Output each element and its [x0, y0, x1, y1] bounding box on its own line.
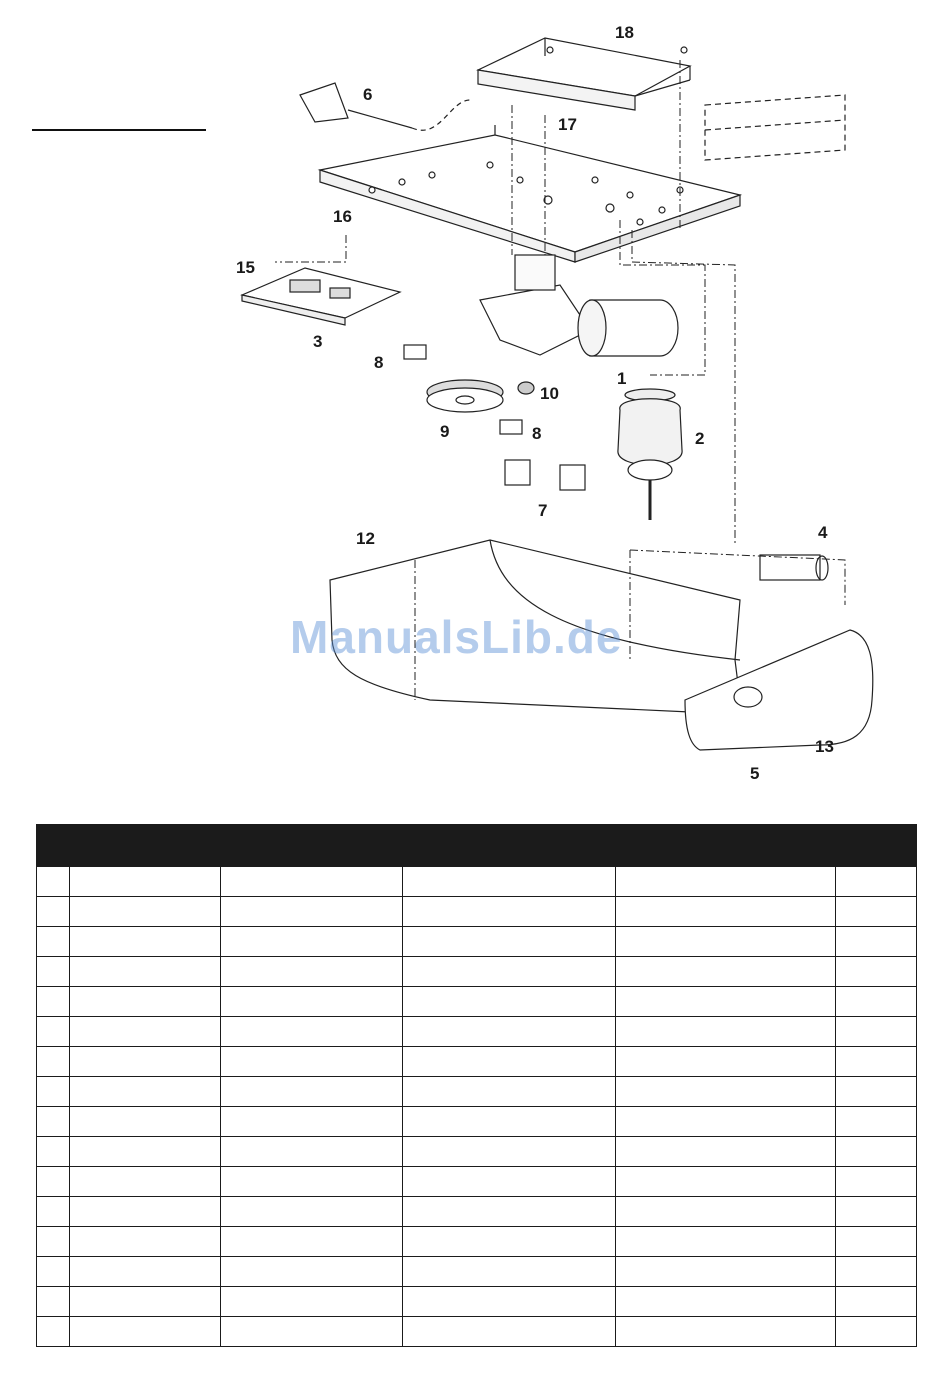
- table-cell: [616, 897, 836, 927]
- table-cell: [616, 1137, 836, 1167]
- callout-10: 10: [540, 384, 559, 403]
- table-cell: [403, 1227, 616, 1257]
- table-cell: [403, 1197, 616, 1227]
- mounting-bracket: [478, 38, 690, 110]
- callout-2: 2: [695, 429, 705, 448]
- table-cell: [403, 1317, 616, 1347]
- table-cell: [836, 867, 917, 897]
- table-cell: [37, 1287, 70, 1317]
- table-cell: [37, 1227, 70, 1257]
- table-cell: [616, 957, 836, 987]
- table-cell: [70, 1287, 221, 1317]
- table-cell: [37, 1257, 70, 1287]
- table-cell: [836, 1257, 917, 1287]
- callout-8-upper: 8: [374, 353, 384, 372]
- table-cell: [221, 1287, 403, 1317]
- table-cell: [836, 1047, 917, 1077]
- limit-bracket-right: [560, 465, 585, 490]
- table-cell: [616, 1017, 836, 1047]
- table-cell: [37, 1167, 70, 1197]
- table-cell: [836, 1107, 917, 1137]
- table-cell: [616, 1197, 836, 1227]
- table-row: [37, 1137, 917, 1167]
- table-cell: [221, 867, 403, 897]
- table-cell: [70, 1257, 221, 1287]
- table-cell: [221, 1137, 403, 1167]
- callout-13: 13: [815, 737, 834, 756]
- table-row: [37, 927, 917, 957]
- table-cell: [836, 1317, 917, 1347]
- table-cell: [221, 897, 403, 927]
- table-cell: [37, 1047, 70, 1077]
- table-cell: [37, 1317, 70, 1347]
- table-cell: [221, 1197, 403, 1227]
- table-cell: [70, 867, 221, 897]
- table-cell: [403, 927, 616, 957]
- watermark: ManualsLib.de: [290, 611, 623, 663]
- table-cell: [37, 1107, 70, 1137]
- table-header-row: [37, 825, 917, 867]
- callout-6: 6: [363, 85, 373, 104]
- table-cell: [70, 927, 221, 957]
- table-cell: [221, 1047, 403, 1077]
- clip-lower: [500, 420, 522, 434]
- table-cell: [37, 927, 70, 957]
- table-row: [37, 1047, 917, 1077]
- callout-1: 1: [617, 369, 627, 388]
- callout-7: 7: [538, 501, 548, 520]
- callout-5: 5: [750, 764, 760, 783]
- rail-outline: [705, 95, 845, 160]
- table-cell: [403, 1257, 616, 1287]
- callout-3: 3: [313, 332, 323, 351]
- callout-15: 15: [236, 258, 255, 277]
- table-row: [37, 897, 917, 927]
- table-cell: [836, 1197, 917, 1227]
- table-cell: [37, 1017, 70, 1047]
- table-cell: [836, 1017, 917, 1047]
- table-cell: [403, 867, 616, 897]
- table-row: [37, 1317, 917, 1347]
- table-cell: [403, 1167, 616, 1197]
- callout-18: 18: [615, 23, 634, 42]
- table-cell: [70, 1047, 221, 1077]
- table-cell: [221, 957, 403, 987]
- table-cell: [836, 1287, 917, 1317]
- parts-list-table: [36, 824, 917, 1347]
- table-cell: [37, 897, 70, 927]
- table-row: [37, 1227, 917, 1257]
- table-row: [37, 1077, 917, 1107]
- header-cell: [70, 825, 221, 867]
- header-cell: [403, 825, 616, 867]
- table-cell: [37, 1137, 70, 1167]
- motor-assembly: [480, 255, 678, 356]
- table-cell: [70, 1197, 221, 1227]
- sprocket: [518, 382, 534, 394]
- table-cell: [221, 1077, 403, 1107]
- table-row: [37, 1107, 917, 1137]
- table-cell: [403, 1047, 616, 1077]
- table-cell: [836, 897, 917, 927]
- header-cell: [221, 825, 403, 867]
- table-cell: [403, 897, 616, 927]
- callout-16: 16: [333, 207, 352, 226]
- table-cell: [616, 1287, 836, 1317]
- header-cell: [836, 825, 917, 867]
- table-cell: [37, 987, 70, 1017]
- table-cell: [616, 927, 836, 957]
- table-cell: [836, 957, 917, 987]
- callout-8-lower: 8: [532, 424, 542, 443]
- table-cell: [403, 1107, 616, 1137]
- table-row: [37, 867, 917, 897]
- table-cell: [221, 927, 403, 957]
- table-cell: [70, 1107, 221, 1137]
- table-cell: [836, 1227, 917, 1257]
- control-board: [242, 268, 400, 325]
- table-cell: [70, 1317, 221, 1347]
- table-cell: [221, 1107, 403, 1137]
- table-cell: [403, 1287, 616, 1317]
- table-cell: [70, 1077, 221, 1107]
- clip-upper: [404, 345, 426, 359]
- callout-9: 9: [440, 422, 450, 441]
- capacitor: [618, 389, 682, 520]
- table-cell: [616, 1047, 836, 1077]
- drive-gear: [427, 380, 503, 412]
- callout-12: 12: [356, 529, 375, 548]
- table-row: [37, 1287, 917, 1317]
- table-cell: [70, 957, 221, 987]
- table-cell: [836, 927, 917, 957]
- chassis-plate: [320, 125, 740, 262]
- table-cell: [37, 957, 70, 987]
- header-rule: [32, 129, 206, 131]
- table-cell: [70, 987, 221, 1017]
- limit-bracket-left: [505, 460, 530, 485]
- table-cell: [70, 1227, 221, 1257]
- table-cell: [403, 957, 616, 987]
- table-row: [37, 987, 917, 1017]
- table-row: [37, 1257, 917, 1287]
- table-cell: [403, 1017, 616, 1047]
- table-cell: [221, 1317, 403, 1347]
- table-row: [37, 1017, 917, 1047]
- callout-4: 4: [818, 523, 828, 542]
- table-row: [37, 957, 917, 987]
- table-cell: [403, 987, 616, 1017]
- table-cell: [37, 867, 70, 897]
- table-cell: [403, 1077, 616, 1107]
- table-cell: [70, 1167, 221, 1197]
- power-cord: [300, 83, 470, 130]
- header-cell: [37, 825, 70, 867]
- table-cell: [836, 1077, 917, 1107]
- table-cell: [221, 1227, 403, 1257]
- table-cell: [70, 1137, 221, 1167]
- table-cell: [616, 1257, 836, 1287]
- table-cell: [221, 1257, 403, 1287]
- table-cell: [616, 1227, 836, 1257]
- table-cell: [836, 1137, 917, 1167]
- table-cell: [836, 1167, 917, 1197]
- table-row: [37, 1197, 917, 1227]
- callout-17: 17: [558, 115, 577, 134]
- table-cell: [616, 1317, 836, 1347]
- table-cell: [836, 987, 917, 1017]
- table-cell: [616, 867, 836, 897]
- table-cell: [616, 1167, 836, 1197]
- table-cell: [221, 987, 403, 1017]
- table-cell: [221, 1017, 403, 1047]
- table-cell: [616, 987, 836, 1017]
- table-cell: [37, 1077, 70, 1107]
- table-row: [37, 1167, 917, 1197]
- table-cell: [37, 1197, 70, 1227]
- table-cell: [403, 1137, 616, 1167]
- header-cell: [616, 825, 836, 867]
- table-cell: [70, 1017, 221, 1047]
- table-cell: [221, 1167, 403, 1197]
- table-cell: [616, 1107, 836, 1137]
- table-cell: [70, 897, 221, 927]
- table-cell: [616, 1077, 836, 1107]
